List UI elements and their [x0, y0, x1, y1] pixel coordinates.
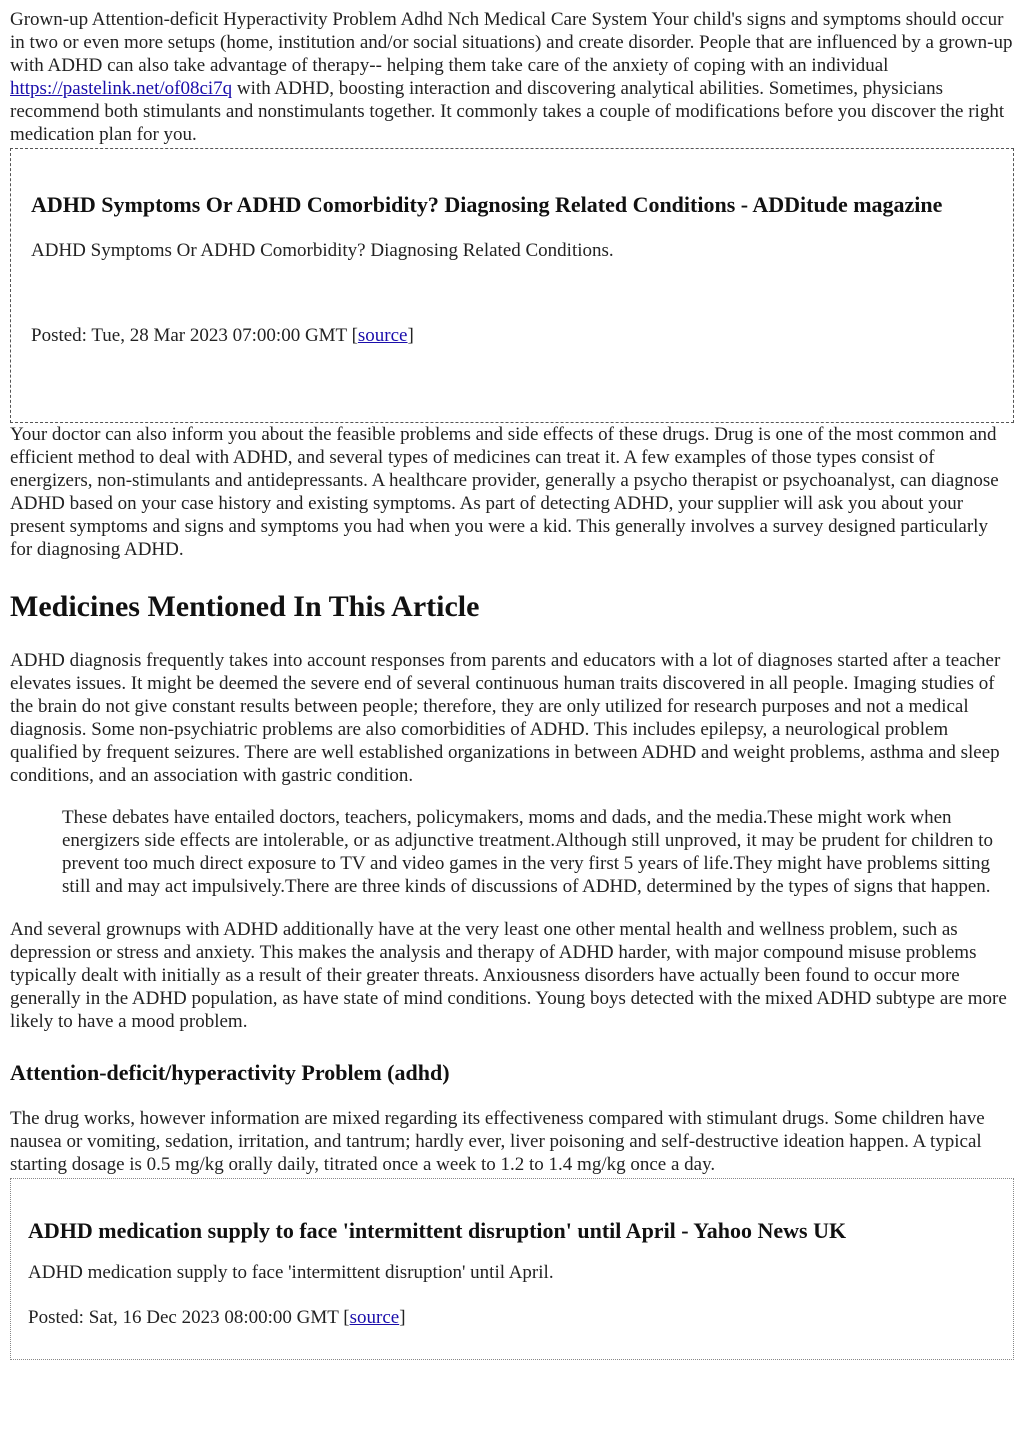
pastelink-link[interactable]: https://pastelink.net/of08ci7q [10, 78, 233, 99]
posted-date: Posted: Sat, 16 Dec 2023 08:00:00 GMT [ [28, 1307, 350, 1328]
body-paragraph: And several grownups with ADHD additionally have at the very least one other mental health and wellness problem, such as depression or stress and anxiety. This makes the analysis and therapy of ADHD harder, with major compound misuse problems typically dealt with initially as a result of their greater threats. Anxiousness disorders have actually been found to occur more generally in the ADHD population, as have state of mind conditions. Young boys detected with the mixed ADHD subtype are more likely to have a mood problem. [10, 919, 1007, 1032]
news-description: ADHD medication supply to face 'intermittent disruption' until April. [28, 1262, 554, 1283]
news-card-additude [10, 148, 1014, 423]
body-paragraph: The drug works, however information are mixed regarding its effectiveness compared with stimulant drugs. Some children have nausea or vomiting, sedation, irritation, and tantrum; hardly ever, liver poisoning and self-destructive ideation happen. A typical starting dosage is 0.5 mg/kg orally daily, titrated once a week to 1.2 to 1.4 mg/kg once a day. [10, 1108, 985, 1175]
body-paragraph: ADHD diagnosis frequently takes into account responses from parents and educators with a lot of diagnoses started after a teacher elevates issues. It might be deemed the severe end of several continuous human traits discovered in all people. Imaging studies of the brain do not give constant results between people; therefore, they are only utilized for research purposes and not a medical diagnosis. Some non-psychiatric problems are also comorbidities of ADHD. This includes epilepsy, a neurological problem qualified by frequent seizures. There are well established organizations in between ADHD and weight problems, asthma and sleep conditions, and an association with gastric condition. [10, 650, 1001, 786]
news-card-yahoo [10, 1178, 1014, 1360]
news-title: ADHD medication supply to face 'intermittent disruption' until April - Yahoo News UK [28, 1218, 847, 1243]
source-link[interactable]: source [349, 1307, 400, 1328]
news-title: ADHD Symptoms Or ADHD Comorbidity? Diagnosing Related Conditions - ADDitude magazine [31, 192, 943, 217]
posted-close-bracket: ] [407, 325, 414, 346]
news-posted-line [31, 324, 993, 347]
blockquote: These debates have entailed doctors, teachers, policymakers, moms and dads, and the media.These might work when energizers side effects are intolerable, or as adjunctive treatment.Although still unproved, it may be prudent for children to prevent too much direct exposure to TV and video games in the very first 5 years of life.They might have problems sitting still and may act impulsively.There are three kinds of discussions of ADHD, determined by the types of signs that happen. [62, 807, 994, 897]
source-link[interactable]: source [357, 325, 408, 346]
posted-close-bracket: ] [399, 1307, 406, 1328]
intro-text-start: Grown-up Attention-deficit Hyperactivity Problem Adhd Nch Medical Care System Your child's signs and symptoms should occur in two or even more setups (home, institution and/or social situations) and create disorder. People that are influenced by a grown-up with ADHD can also take advantage of therapy-- helping them take care of the anxiety of coping with an individual [10, 9, 1013, 76]
posted-date: Posted: Tue, 28 Mar 2023 07:00:00 GMT [ [31, 325, 358, 346]
subsection-heading: Attention-deficit/hyperactivity Problem (adhd) [10, 1060, 450, 1085]
news-description: ADHD Symptoms Or ADHD Comorbidity? Diagnosing Related Conditions. [31, 240, 614, 261]
body-paragraph: Your doctor can also inform you about the feasible problems and side effects of these drugs. Drug is one of the most common and efficient method to deal with ADHD, and several types of medicines can treat it. A few examples of those types consist of energizers, non-stimulants and antidepressants. A healthcare provider, generally a psycho therapist or psychoanalyst, can diagnose ADHD based on your case history and existing symptoms. As part of detecting ADHD, your supplier will ask you about your present symptoms and signs and symptoms you had when you were a kid. This generally involves a survey designed particularly for diagnosing ADHD. [10, 424, 999, 560]
section-heading: Medicines Mentioned In This Article [10, 590, 480, 623]
intro-text-end: with ADHD, boosting interaction and discovering analytical abilities. Sometimes, physicians recommend both stimulants and nonstimulants together. It commonly takes a couple of modifications before you discover the right medication plan for you. [10, 78, 1005, 145]
news-posted-line [28, 1306, 996, 1329]
intro-paragraph [10, 8, 1014, 146]
